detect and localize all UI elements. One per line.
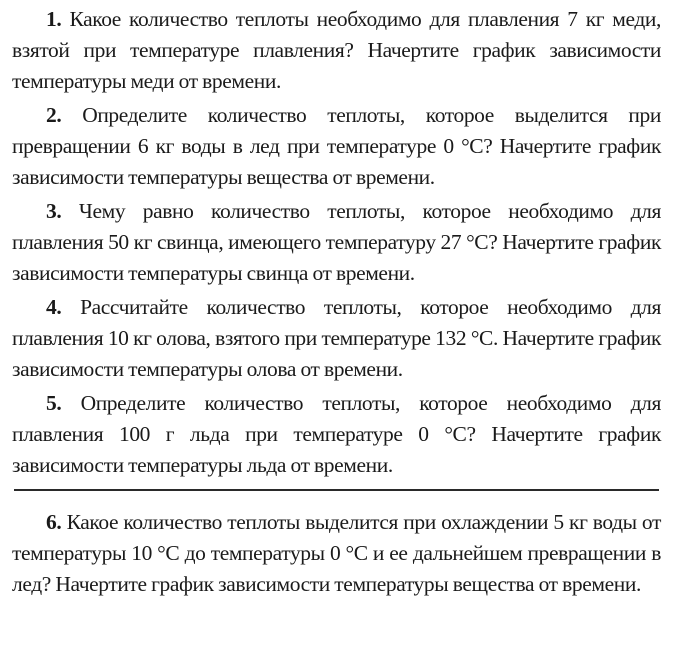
problem-text: Какое количество теплоты выделится при охлаждении 5 кг воды от температуры 10 °С до температуры 0 °С и ее дальнейшем превращении в лед? Начертите график зависимости температуры вещества от времени. xyxy=(12,510,661,596)
problem-text: Чему равно количество теплоты, которое необходимо для плавления 50 кг свинца, имеющего температуру 27 °С? Начертите график зависимости температуры свинца от времени. xyxy=(12,199,661,285)
problem-number: 6. xyxy=(46,510,62,534)
problem-2 xyxy=(12,100,661,193)
problem-5 xyxy=(12,388,661,481)
problem-number: 4. xyxy=(46,295,62,319)
problem-6 xyxy=(12,507,661,600)
problem-text: Рассчитайте количество теплоты, которое необходимо для плавления 10 кг олова, взятого при температуре 132 °С. Начертите график зависимости температуры олова от времени. xyxy=(12,295,662,381)
problem-text: Определите количество теплоты, которое необходимо для плавления 100 г льда при температуре 0 °С? Начертите график зависимости температуры льда от времени. xyxy=(12,391,661,477)
problem-number: 2. xyxy=(46,103,62,127)
problem-number: 1. xyxy=(46,7,62,31)
problem-text: Определите количество теплоты, которое выделится при превращении 6 кг воды в лед при температуре 0 °С? Начертите график зависимости температуры вещества от времени. xyxy=(12,103,661,189)
problem-1 xyxy=(12,4,661,97)
problem-text: Какое количество теплоты необходимо для плавления 7 кг меди, взятой при температуре плавления? Начертите график зависимости температуры меди от времени. xyxy=(12,7,661,93)
problem-number: 3. xyxy=(46,199,62,223)
section-divider xyxy=(14,489,659,491)
problem-number: 5. xyxy=(46,391,62,415)
problem-3 xyxy=(12,196,661,289)
problem-4 xyxy=(12,292,661,385)
